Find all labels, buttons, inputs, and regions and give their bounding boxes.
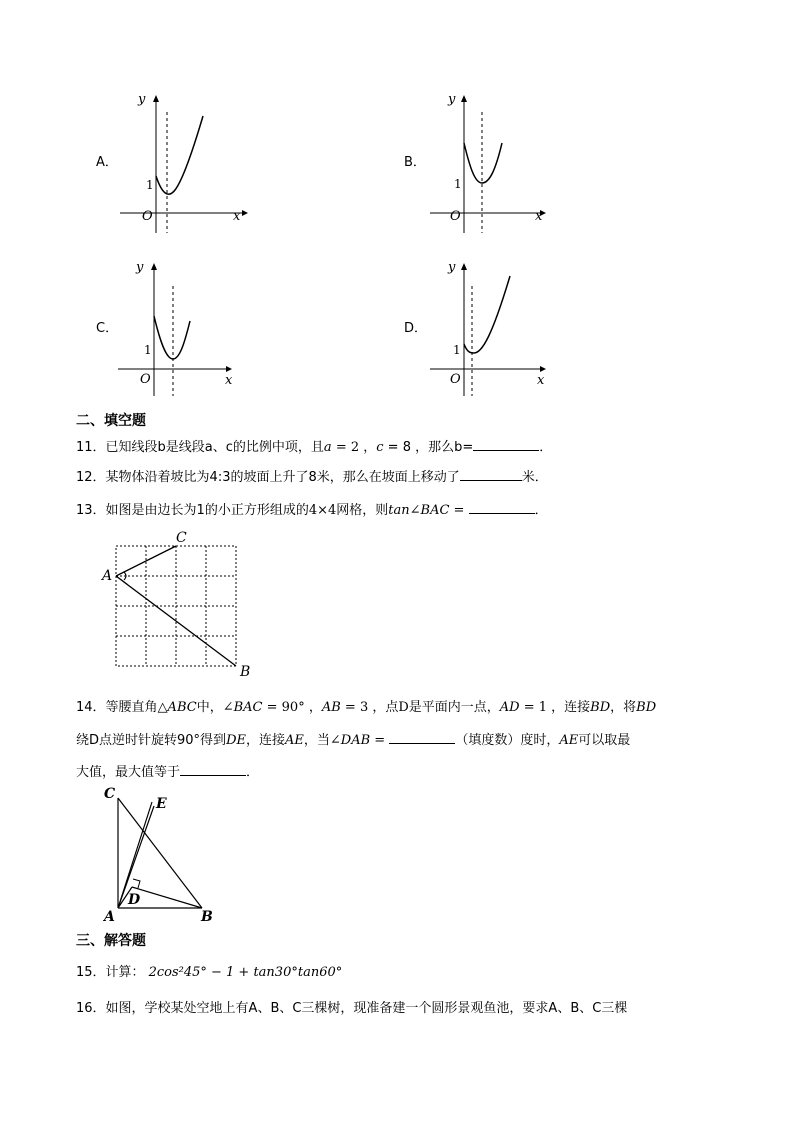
- origin-label: O: [450, 372, 461, 387]
- question-text: ．: [539, 440, 553, 455]
- math-var: c: [376, 440, 384, 455]
- question-text: ，连接: [245, 733, 285, 748]
- point-c-label: C: [104, 786, 116, 802]
- answer-blank[interactable]: [180, 774, 246, 776]
- point-c-label: C: [176, 530, 187, 546]
- origin-label: O: [450, 209, 461, 224]
- math-expr: 4×4: [308, 503, 337, 518]
- point-e-label: E: [156, 796, 167, 812]
- origin-label: O: [140, 372, 151, 387]
- question-text: = 90° ，: [262, 700, 322, 715]
- math-expr: △ABC: [157, 700, 197, 715]
- tick-label: 1: [453, 343, 461, 357]
- question-text: = 3 ，点D是平面内一点，: [340, 700, 500, 715]
- question-text: 中，: [196, 700, 223, 715]
- question-text: 大值，最大值等于: [76, 765, 181, 780]
- question-number: 15．: [76, 965, 106, 980]
- math-var: a: [323, 440, 332, 455]
- option-c-graph: [108, 256, 248, 406]
- tick-label: 1: [146, 178, 154, 192]
- question-text: 等腰直角: [105, 700, 158, 715]
- question-text: ．: [246, 765, 260, 780]
- option-b-graph: [420, 88, 560, 238]
- math-expr: DE: [226, 733, 246, 748]
- question-text: 绕D点逆时针旋转90°得到: [76, 733, 227, 748]
- point-a-label: A: [104, 909, 115, 925]
- question-text: = 1 ，连接: [519, 700, 591, 715]
- y-axis-label: y: [448, 260, 456, 275]
- math-expr: AE: [285, 733, 304, 748]
- question-text: 可以取最: [578, 733, 631, 748]
- answer-blank[interactable]: [460, 479, 522, 481]
- answer-blank[interactable]: [473, 449, 539, 451]
- question-14-line1: [76, 696, 656, 715]
- x-axis-label: x: [537, 373, 545, 388]
- question-text: 如图，学校某处空地上有A、B、C三棵树，现准备建一个圆形景观鱼池，要求A、B、C三棵: [105, 1001, 628, 1016]
- question-14-line2: [76, 729, 630, 748]
- question-number: 16．: [76, 1001, 106, 1016]
- math-expr: AB: [321, 700, 341, 715]
- tick-label: 1: [454, 177, 462, 191]
- option-d-graph: [420, 256, 560, 406]
- section-title: 三、解答题: [76, 933, 146, 949]
- question-text: ，当: [303, 733, 330, 748]
- option-label: C．: [96, 321, 119, 336]
- point-a-label: A: [102, 568, 113, 584]
- math-expr: BD: [636, 700, 657, 715]
- answer-blank[interactable]: [469, 512, 535, 514]
- question-text: =: [370, 733, 390, 748]
- point-b-label: B: [201, 909, 213, 925]
- math-expr: ∠BAC: [222, 700, 263, 715]
- option-label: D．: [404, 321, 428, 336]
- question-text: = 8 ，那么b=: [383, 440, 474, 455]
- question-text: （填度数）度时，: [455, 733, 560, 748]
- question-text: 米．: [521, 470, 548, 485]
- question-text: =: [449, 503, 469, 518]
- question-16: [76, 997, 627, 1016]
- point-b-label: B: [240, 664, 251, 680]
- math-expr: ∠DAB: [329, 733, 371, 748]
- y-axis-label: y: [136, 260, 144, 275]
- question-text: 某物体沿着坡比为4:3的坡面上升了8米，那么在坡面上移动了: [105, 470, 460, 485]
- y-axis-label: y: [448, 92, 456, 107]
- question-11: [76, 436, 552, 455]
- question-12: [76, 466, 548, 485]
- triangle-figure: [96, 784, 226, 926]
- math-expr: BD: [590, 700, 611, 715]
- question-14-line3: [76, 761, 259, 780]
- point-d-label: D: [128, 892, 141, 908]
- question-number: 11．: [76, 440, 106, 455]
- math-expr: 2cos²45° − 1 + tan30°tan60°: [148, 965, 343, 980]
- question-15: [76, 961, 342, 980]
- option-a-graph: [110, 88, 250, 238]
- question-number: 12．: [76, 470, 106, 485]
- option-label: B．: [404, 155, 426, 170]
- question-text: = 2 ，: [331, 440, 377, 455]
- grid-figure: [98, 528, 268, 680]
- x-axis-label: x: [535, 209, 543, 224]
- question-text: ，将: [610, 700, 637, 715]
- tick-label: 1: [144, 343, 152, 357]
- question-number: 14．: [76, 700, 106, 715]
- question-text: 如图是由边长为1的小正方形组成的: [105, 503, 309, 518]
- origin-label: O: [142, 209, 153, 224]
- question-text: 网格，则: [336, 503, 389, 518]
- question-text: 计算：: [105, 965, 145, 980]
- math-expr: AD: [499, 700, 520, 715]
- x-axis-label: x: [225, 373, 233, 388]
- math-expr: AE: [559, 733, 579, 748]
- question-text: 已知线段b是线段a、c的比例中项，且: [105, 440, 324, 455]
- y-axis-label: y: [138, 92, 146, 107]
- question-number: 13．: [76, 503, 106, 518]
- option-label: A．: [96, 155, 118, 170]
- answer-blank[interactable]: [389, 742, 455, 744]
- math-expr: tan∠BAC: [388, 503, 450, 518]
- question-13: [76, 499, 548, 518]
- x-axis-label: x: [233, 209, 241, 224]
- question-text: ．: [534, 503, 548, 518]
- section-title: 二、填空题: [76, 413, 146, 429]
